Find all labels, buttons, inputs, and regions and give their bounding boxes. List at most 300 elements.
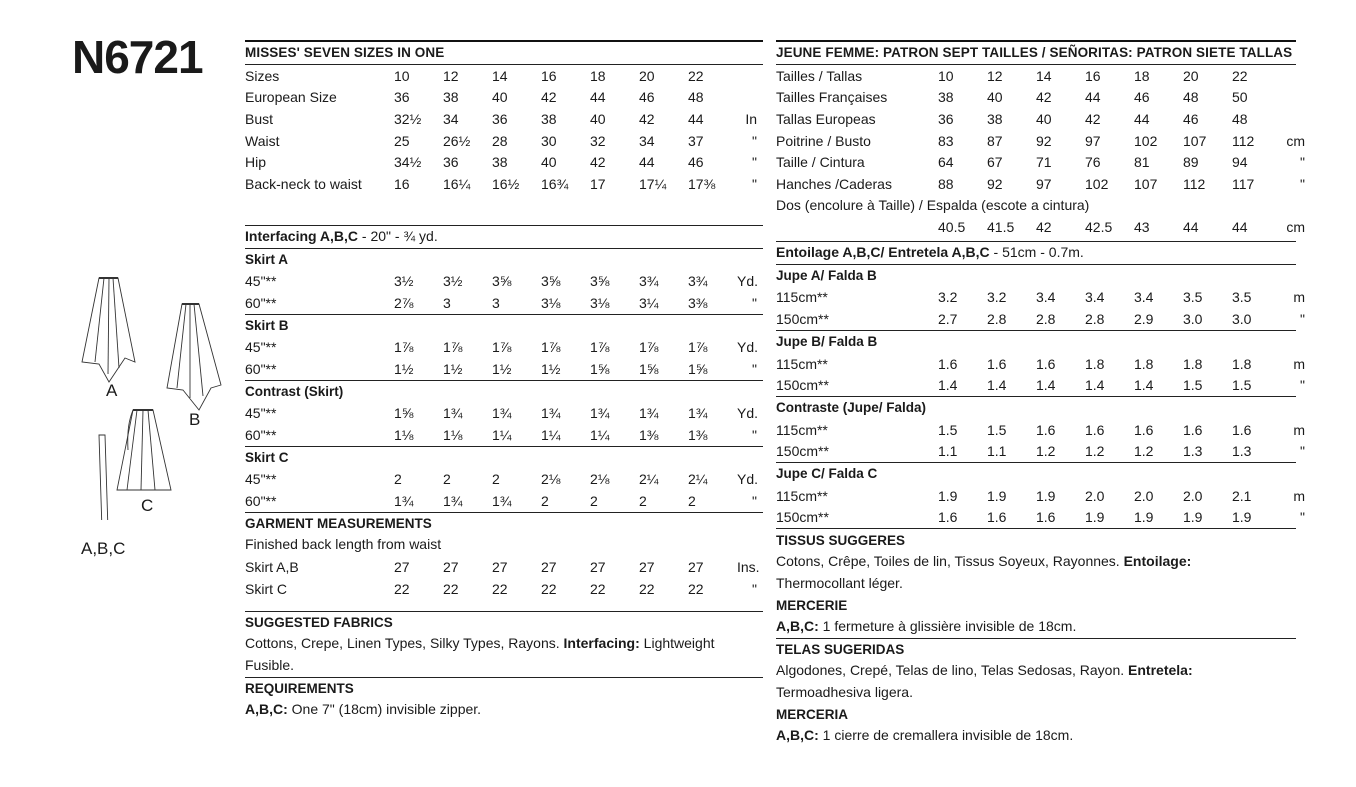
size-value: 1¾ (443, 405, 463, 422)
size-value: 34 (639, 132, 655, 149)
size-value: 3.4 (1085, 289, 1105, 306)
size-value: 2⅛ (590, 471, 610, 488)
tissus-list: Cotons, Crêpe, Toiles de lin, Tissus Soyeux, Rayonnes. (776, 552, 1124, 569)
size-value: 42 (1085, 110, 1101, 127)
size-value: 92 (987, 175, 1003, 192)
size-value: 2.8 (1036, 311, 1056, 328)
tissus-title: TISSUS SUGGERES (776, 532, 906, 548)
size-value: 3.2 (938, 289, 958, 306)
size-value: 1.9 (1232, 509, 1252, 526)
size-value: 3¼ (639, 294, 659, 311)
size-value: 10 (938, 67, 954, 84)
yardage-row (776, 485, 1305, 507)
size-value: 40 (1036, 110, 1052, 127)
size-value: 14 (1036, 67, 1052, 84)
size-value: 14 (492, 67, 508, 84)
size-chart (776, 65, 1305, 195)
size-value: 44 (1232, 219, 1248, 236)
size-value: 46 (688, 154, 704, 171)
size-value: 2.8 (987, 311, 1007, 328)
row-label: Back-neck to waist (245, 175, 362, 192)
garment-subtitle: Finished back length from waist (245, 536, 442, 553)
figure-label-b: B (189, 410, 201, 429)
size-value: 44 (639, 154, 655, 171)
size-value: 112 (1232, 132, 1255, 149)
row-label: 150cm** (776, 311, 829, 328)
garment-row (245, 556, 763, 578)
size-value: 1½ (443, 360, 463, 377)
yardage-view-title: Skirt A (245, 251, 289, 267)
size-value: 1.3 (1183, 443, 1203, 460)
row-label: Skirt A,B (245, 559, 299, 575)
size-value: 1¾ (541, 405, 561, 422)
yardage-row (245, 292, 763, 314)
size-value: 42 (639, 110, 655, 127)
size-value: 2 (688, 492, 696, 509)
size-value: 1.8 (1232, 355, 1252, 372)
size-value: 2.8 (1085, 311, 1105, 328)
size-value: 2 (541, 492, 549, 509)
yardage-chart (776, 265, 1305, 529)
unit: " (1300, 175, 1305, 192)
yardage-row (245, 336, 763, 358)
size-value: 22 (1232, 67, 1248, 84)
size-value: 1.4 (987, 377, 1007, 394)
size-value: 97 (1036, 175, 1052, 192)
unit: Yd. (737, 471, 759, 488)
size-row (776, 173, 1305, 195)
skirt-a-drawing (82, 278, 135, 382)
size-value: 18 (590, 67, 606, 84)
size-value: 27 (492, 559, 508, 575)
row-label: Sizes (245, 67, 280, 84)
size-value: 40.5 (938, 219, 966, 236)
figure-label-c: C (141, 496, 154, 515)
size-value: 22 (443, 580, 459, 597)
size-value: 16¾ (541, 175, 569, 192)
size-value: 1.4 (1134, 377, 1154, 394)
size-value: 3.0 (1232, 311, 1252, 328)
size-value: 1¾ (492, 405, 512, 422)
row-label: Hip (245, 154, 267, 171)
figure-label-a: A (106, 381, 118, 400)
size-row (776, 65, 1296, 87)
size-row (245, 65, 763, 87)
row-label: 45"** (245, 273, 277, 290)
unit: Ins. (737, 559, 760, 575)
size-value: 1⅞ (492, 339, 512, 356)
size-value: 42 (590, 154, 606, 171)
size-value: 40 (492, 89, 508, 106)
size-value: 1¼ (590, 426, 610, 443)
yardage-chart (245, 249, 763, 513)
unit: cm (1286, 132, 1305, 149)
unit: m (1293, 289, 1305, 306)
merceria-text (776, 725, 1296, 747)
row-label: Poitrine / Busto (776, 132, 871, 149)
row-label: 60"** (245, 294, 277, 311)
size-value: 1½ (541, 360, 561, 377)
requirements-value: One 7" (18cm) invisible zipper. (287, 701, 482, 718)
row-label: 60"** (245, 426, 277, 443)
unit: " (752, 132, 757, 149)
interfacing-label: Entoilage A,B,C/ Entretela A,B,C (776, 244, 990, 261)
size-value: 89 (1183, 154, 1199, 171)
row-label: 150cm** (776, 377, 829, 394)
size-value: 1¾ (492, 492, 512, 509)
size-value: 2⅞ (394, 294, 414, 311)
yardage-row (245, 270, 763, 292)
size-value: 102 (1085, 175, 1109, 192)
size-value: 48 (1232, 110, 1248, 127)
yardage-row (245, 358, 763, 380)
merceria-label: A,B,C: (776, 727, 819, 744)
size-value: 2 (590, 492, 598, 509)
size-row (776, 130, 1305, 152)
garment-title: GARMENT MEASUREMENTS (245, 516, 432, 532)
unit: cm (1286, 219, 1305, 236)
size-value: 40 (541, 154, 557, 171)
yardage-row (245, 424, 763, 446)
yardage-view-title: Skirt B (245, 317, 289, 333)
skirt-b-drawing (167, 304, 221, 410)
yardage-row (776, 506, 1305, 528)
size-value: 1.6 (1183, 421, 1203, 438)
yardage-row (245, 490, 763, 512)
size-value: 1¾ (639, 405, 659, 422)
size-value: 22 (541, 580, 557, 597)
size-value: 92 (1036, 132, 1052, 149)
requirements-text (245, 699, 763, 721)
size-value: 71 (1036, 154, 1052, 171)
size-value: 3¾ (688, 273, 708, 290)
size-value: 32½ (394, 110, 422, 127)
interfacing-value: - 20" - ¾ yd. (358, 227, 438, 244)
size-value: 1.9 (1183, 509, 1203, 526)
size-value: 87 (987, 132, 1003, 149)
size-value: 48 (1183, 89, 1199, 106)
size-value: 22 (492, 580, 508, 597)
size-value: 16¼ (443, 175, 471, 192)
size-value: 1.2 (1134, 443, 1154, 460)
interfacing-label: Interfacing A,B,C (245, 227, 359, 244)
size-value: 1.4 (1036, 377, 1056, 394)
size-value: 3.5 (1232, 289, 1252, 306)
unit: Yd. (737, 273, 759, 290)
size-value: 46 (1183, 110, 1199, 127)
unit: " (752, 492, 757, 509)
interfacing-value: - 51cm - 0.7m. (989, 244, 1084, 261)
tissus-entoilage-label: Entoilage: (1123, 552, 1192, 569)
tissus-text (776, 551, 1276, 594)
size-value: 20 (639, 67, 655, 84)
unit: " (1300, 377, 1305, 394)
skirt-illustrations (75, 270, 235, 520)
pattern-code: N6721 (72, 31, 203, 83)
garment-chart (245, 556, 763, 599)
size-value: 3⅝ (541, 273, 561, 290)
size-value: 1.8 (1085, 355, 1105, 372)
size-value: 1⅝ (639, 360, 659, 377)
unit: " (752, 294, 757, 311)
row-label: 115cm** (776, 487, 828, 504)
size-value: 1.1 (938, 443, 958, 460)
sash-drawing (99, 435, 108, 520)
back-length-row (776, 217, 1305, 239)
fabrics-interfacing-label: Interfacing: (563, 635, 640, 652)
size-value: 38 (987, 110, 1003, 127)
fabrics-text (245, 633, 763, 676)
size-row (776, 108, 1296, 130)
row-label: Waist (245, 132, 280, 149)
yardage-view-title: Jupe C/ Falda C (776, 466, 878, 482)
fabrics-title: SUGGESTED FABRICS (245, 614, 393, 630)
size-value: 16 (1085, 67, 1101, 84)
size-value: 1⅜ (639, 426, 659, 443)
size-value: 2¼ (688, 471, 708, 488)
row-label: Skirt C (245, 580, 287, 597)
unit: " (752, 426, 757, 443)
size-value: 32 (590, 132, 606, 149)
size-value: 3⅛ (541, 294, 561, 311)
size-value: 1⅛ (394, 426, 414, 443)
size-value: 1½ (492, 360, 512, 377)
size-value: 3.4 (1036, 289, 1056, 306)
row-label: Hanches /Caderas (776, 175, 892, 192)
size-value: 83 (938, 132, 954, 149)
size-value: 1.8 (1183, 355, 1203, 372)
size-row (245, 108, 763, 130)
size-value: 44 (1183, 219, 1199, 236)
size-value: 20 (1183, 67, 1199, 84)
row-label: Bust (245, 110, 274, 127)
size-value: 3 (492, 294, 500, 311)
size-value: 94 (1232, 154, 1248, 171)
size-value: 22 (639, 580, 655, 597)
unit: " (752, 360, 757, 377)
fabrics-interfacing-value: Lightweight Fusible. (245, 635, 715, 673)
size-row (776, 86, 1296, 108)
requirements-title: REQUIREMENTS (245, 680, 354, 696)
skirt-c-drawing (117, 410, 171, 490)
yardage-row (776, 287, 1305, 309)
size-value: 1.6 (987, 355, 1007, 372)
size-value: 3⅛ (590, 294, 610, 311)
size-value: 12 (987, 67, 1003, 84)
size-value: 1⅜ (688, 426, 708, 443)
size-value: 44 (590, 89, 606, 106)
size-value: 3½ (443, 273, 463, 290)
size-value: 3.2 (987, 289, 1007, 306)
size-value: 1.5 (938, 421, 958, 438)
size-value: 2 (492, 471, 500, 488)
unit: " (752, 175, 757, 192)
size-value: 2.9 (1134, 311, 1154, 328)
size-value: 3⅝ (492, 273, 512, 290)
size-value: 22 (688, 580, 704, 597)
size-value: 1.6 (1085, 421, 1105, 438)
unit: m (1293, 421, 1305, 438)
row-label: 45"** (245, 471, 277, 488)
unit: " (1300, 509, 1305, 526)
size-value: 41.5 (987, 219, 1015, 236)
size-value: 1.4 (1085, 377, 1105, 394)
size-value: 22 (688, 67, 704, 84)
size-value: 1⅞ (688, 339, 708, 356)
size-value: 1¼ (541, 426, 561, 443)
size-value: 27 (688, 559, 704, 575)
size-value: 1.9 (938, 487, 958, 504)
size-value: 2¼ (639, 471, 659, 488)
size-value: 64 (938, 154, 954, 171)
size-value: 1.5 (987, 421, 1007, 438)
unit: m (1293, 487, 1305, 504)
yardage-view-title: Skirt C (245, 450, 289, 466)
size-value: 1.4 (938, 377, 958, 394)
size-value: 34 (443, 110, 459, 127)
size-value: 2 (443, 471, 451, 488)
yardage-view-title: Jupe A/ Falda B (776, 268, 877, 284)
size-value: 3.4 (1134, 289, 1154, 306)
size-value: 38 (443, 89, 459, 106)
size-value: 27 (394, 559, 410, 575)
size-value: 50 (1232, 89, 1248, 106)
row-label: 45"** (245, 339, 277, 356)
size-value: 1.6 (1134, 421, 1154, 438)
row-label: 45"** (245, 405, 277, 422)
size-value: 1⅝ (590, 360, 610, 377)
size-row (245, 173, 763, 195)
size-value: 2.0 (1085, 487, 1105, 504)
size-value: 3.0 (1183, 311, 1203, 328)
unit: Yd. (737, 339, 759, 356)
size-value: 16 (394, 175, 410, 192)
size-value: 117 (1232, 175, 1255, 192)
size-value: 1.6 (1232, 421, 1252, 438)
size-value: 1.9 (1134, 509, 1154, 526)
section-title: MISSES' SEVEN SIZES IN ONE (245, 45, 445, 61)
telas-entretela-label: Entretela: (1128, 662, 1193, 679)
row-label: 115cm** (776, 421, 828, 438)
size-value: 46 (639, 89, 655, 106)
size-value: 3½ (394, 273, 414, 290)
size-value: 1.5 (1183, 377, 1203, 394)
size-value: 43 (1134, 219, 1150, 236)
size-value: 1¼ (492, 426, 512, 443)
size-value: 25 (394, 132, 410, 149)
mercerie-title: MERCERIE (776, 597, 848, 613)
size-value: 28 (492, 132, 508, 149)
size-value: 1.6 (1036, 421, 1056, 438)
garment-row (245, 578, 763, 600)
size-value: 36 (394, 89, 410, 106)
size-value: 3⅜ (688, 294, 708, 311)
size-value: 44 (688, 110, 704, 127)
row-label: Tallas Europeas (776, 110, 876, 127)
size-value: 1.6 (1036, 355, 1056, 372)
yardage-row (776, 440, 1305, 462)
size-row (776, 151, 1305, 173)
mercerie-label: A,B,C: (776, 617, 819, 634)
size-value: 76 (1085, 154, 1101, 171)
row-label: Tailles Françaises (776, 89, 888, 106)
size-value: 1⅞ (394, 339, 414, 356)
yardage-row (245, 402, 763, 424)
size-value: 1.8 (1134, 355, 1154, 372)
size-value: 1.9 (987, 487, 1007, 504)
size-row (245, 130, 763, 152)
size-value: 38 (492, 154, 508, 171)
size-value: 27 (541, 559, 557, 575)
row-label: 60"** (245, 360, 277, 377)
size-value: 1⅞ (590, 339, 610, 356)
unit: " (1300, 154, 1305, 171)
size-value: 1⅛ (443, 426, 463, 443)
size-value: 2 (394, 471, 402, 488)
size-value: 17⅜ (688, 175, 716, 192)
row-label: 150cm** (776, 509, 829, 526)
size-value: 16½ (492, 175, 520, 192)
size-value: 1¾ (688, 405, 708, 422)
unit: " (752, 580, 757, 597)
row-label: 115cm** (776, 289, 828, 306)
size-value: 18 (1134, 67, 1150, 84)
size-value: 88 (938, 175, 954, 192)
french-spanish-section (776, 40, 1305, 747)
row-label: 60"** (245, 492, 277, 509)
size-value: 36 (938, 110, 954, 127)
size-value: 36 (443, 154, 459, 171)
size-value: 67 (987, 154, 1003, 171)
requirements-label: A,B,C: (245, 701, 288, 718)
size-value: 16 (541, 67, 557, 84)
size-value: 2.0 (1183, 487, 1203, 504)
size-value: 30 (541, 132, 557, 149)
size-value: 1¾ (443, 492, 463, 509)
size-value: 1¾ (590, 405, 610, 422)
size-value: 10 (394, 67, 410, 84)
size-value: 1⅝ (688, 360, 708, 377)
row-label: 115cm** (776, 355, 828, 372)
size-value: 42 (1036, 219, 1052, 236)
unit: " (1300, 443, 1305, 460)
size-value: 1.6 (938, 509, 958, 526)
size-value: 1.3 (1232, 443, 1252, 460)
size-value: 2⅛ (541, 471, 561, 488)
size-value: 2.1 (1232, 487, 1252, 504)
yardage-view-title: Jupe B/ Falda B (776, 334, 878, 350)
size-value: 81 (1134, 154, 1150, 171)
size-value: 27 (443, 559, 459, 575)
size-value: 40 (590, 110, 606, 127)
size-value: 2.0 (1134, 487, 1154, 504)
size-value: 40 (987, 89, 1003, 106)
size-value: 107 (1183, 132, 1207, 149)
size-value: 37 (688, 132, 704, 149)
figure-label-abc: A,B,C (81, 539, 126, 558)
telas-entretela-value: Termoadhesiva ligera. (776, 684, 913, 701)
size-value: 42 (541, 89, 557, 106)
size-value: 1¾ (394, 492, 414, 509)
size-value: 17 (590, 175, 606, 192)
size-value: 42 (1036, 89, 1052, 106)
size-value: 2 (639, 492, 647, 509)
size-value: 97 (1085, 132, 1101, 149)
size-value: 112 (1183, 175, 1206, 192)
row-label: Tailles / Tallas (776, 67, 863, 84)
fabrics-list: Cottons, Crepe, Linen Types, Silky Types, Rayons. (245, 635, 564, 652)
size-value: 3¾ (639, 273, 659, 290)
